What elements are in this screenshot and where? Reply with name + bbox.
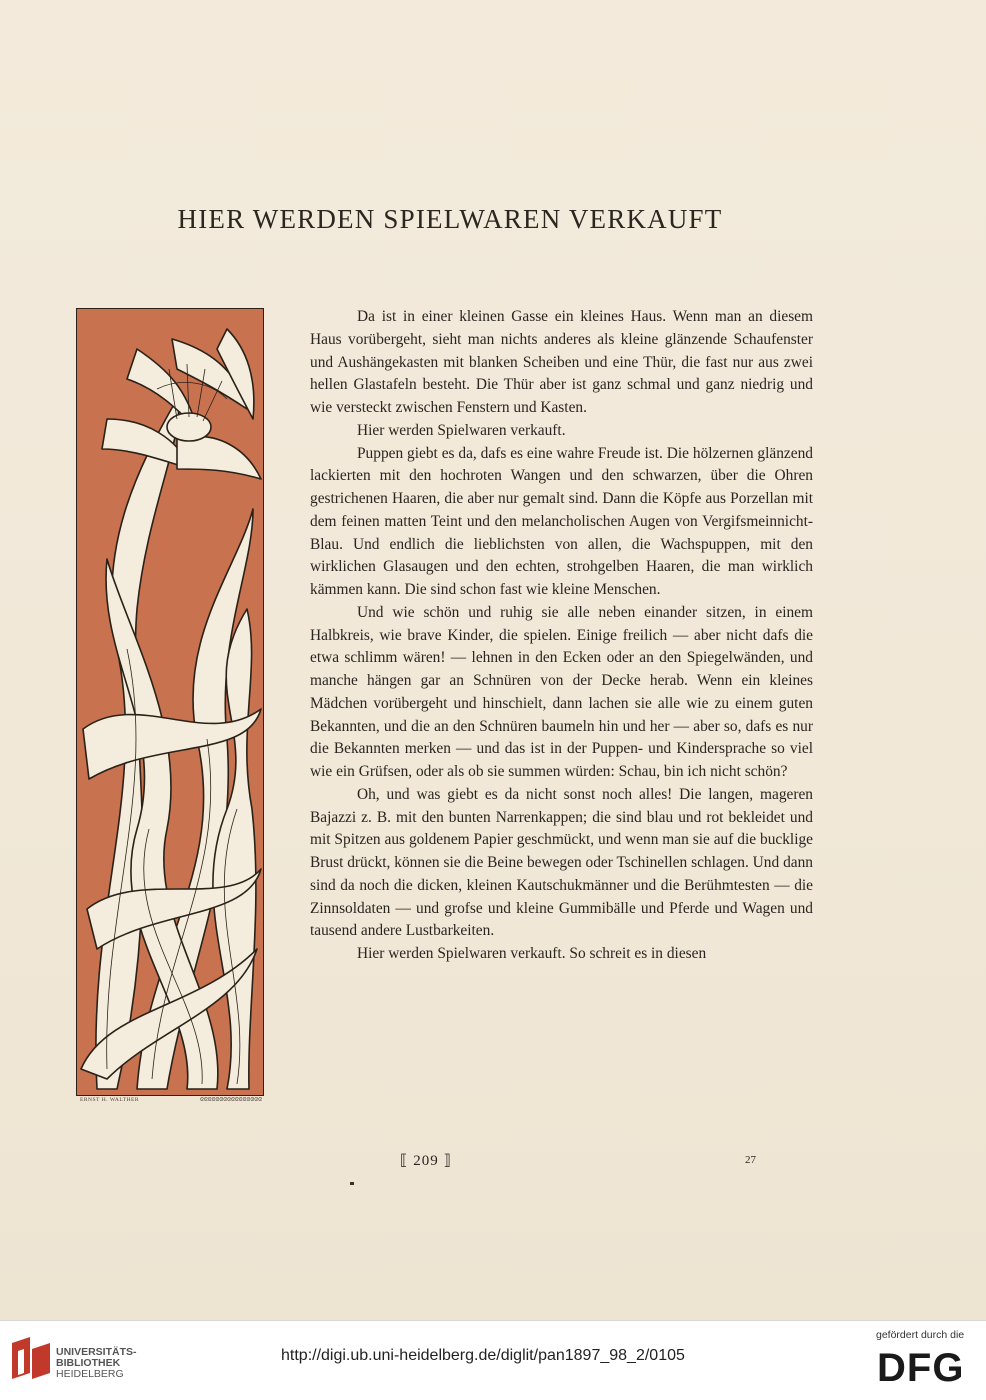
library-line-2: BIBLIOTHEK <box>56 1357 121 1369</box>
library-name <box>56 1347 137 1380</box>
digitization-footer <box>0 1320 986 1400</box>
artist-name: ERNST H. WALTHER <box>80 1097 140 1103</box>
art-nouveau-illustration <box>76 308 264 1096</box>
paragraph: Puppen giebt es da, dafs es eine wahre Freude ist. Die hölzernen glänzend lackierten mit den hochroten Wangen und den schwarzen, über die Ohren gestrichenen Haaren, die aber nur gemalt sind. Dann die Köpfe aus Porzellan mit dem feinen matten Teint und den melancholischen Augen von Vergifsmeinnicht-Blau. Und endlich die lieblichsten von allen, die Wachspuppen, mit den wirklichen Glasaugen und den echten, strohgelben Haaren, die man wirklich kämmen kann. Die sind schon fast wie kleine Menschen. <box>310 444 813 598</box>
paragraph: Oh, und was giebt es da nicht sonst noch alles! Die langen, mageren Bajazzi z. B. mit den bunten Narrenkappen; die sind blau und rot bekleidet und mit Spitzen aus goldenem Papier geschmückt, und wenn man sie auf die bucklige Brust drückt, können sie die Beine bewegen oder Tschinellen schlagen. Und dann sind da noch die dicken, kleinen Kautschukmänner und die Berühmtesten — die Zinnsoldaten — und grofse und kleine Gummibälle und Pferde und Wagen und tausend andere Lustbarkeiten. <box>310 785 813 940</box>
article-title: HIER WERDEN SPIELWAREN VERKAUFT <box>177 204 723 234</box>
paragraph: Hier werden Spielwaren verkauft. So schreit es in diesen <box>357 945 707 962</box>
caption-ornament: ᘓᘓᘓᘓᘓᘓᘓᘓᘓᘓᘓᘓᘓᘓᘓᘓ <box>200 1097 262 1103</box>
paragraph: Hier werden Spielwaren verkauft. <box>357 421 566 439</box>
library-line-1: UNIVERSITÄTS- <box>56 1346 137 1358</box>
article-body <box>310 306 813 966</box>
ink-speck <box>350 1182 354 1185</box>
bracket-right: ⟧ <box>443 1153 452 1169</box>
university-library-logo-icon <box>8 1335 54 1383</box>
page-number <box>400 1151 452 1170</box>
paragraph: Und wie schön und ruhig sie alle neben einander sitzen, in einem Halbkreis, wie brave Kinder, die spielen. Einige freilich — aber nicht dafs die etwa schlimm wären! — lehnen in den Ecken oder an den Spiegelwänden, und manche hängen gar an Schnüren von der Decke herab. Wenn ein kleines Mädchen vorübergeht und hinschielt, dann lachen sie alle wie zu einem guten Bekannten, und die an den Schnüren baumeln hin und her — aber so, dafs es nur die Bekannten merken — und das ist in der Puppen- und Kindersprache so viel wie ein Grüfsen, oder als ob sie summen würden: Schau, bin ich nicht schön? <box>310 603 813 780</box>
printer-signature: 27 <box>745 1154 756 1166</box>
permalink-url[interactable]: http://digi.ub.uni-heidelberg.de/diglit/pan1897_98_2/0105 <box>281 1347 685 1364</box>
bracket-left: ⟦ <box>400 1153 409 1169</box>
dfg-logo-text: DFG <box>877 1347 965 1387</box>
dfg-logo-icon <box>877 1347 973 1387</box>
paragraph: Da ist in einer kleinen Gasse ein kleines Haus. Wenn man an diesem Haus vorübergeht, sieht man nichts anderes als kleine glänzende Schaufenster und Aushängekasten mit blanken Scheiben und eine Thür, die fast nur aus zwei hellen Glastafeln besteht. Die Thür aber ist ganz schmal und ganz niedrig und wie versteckt zwischen Fenstern und Kasten. <box>310 308 813 416</box>
funding-label: gefördert durch die <box>876 1329 965 1341</box>
library-line-3: HEIDELBERG <box>56 1368 124 1380</box>
lily-ornament-drawing <box>77 309 263 1095</box>
illustration-credit <box>80 1097 262 1103</box>
page-number-value: 209 <box>413 1153 439 1169</box>
